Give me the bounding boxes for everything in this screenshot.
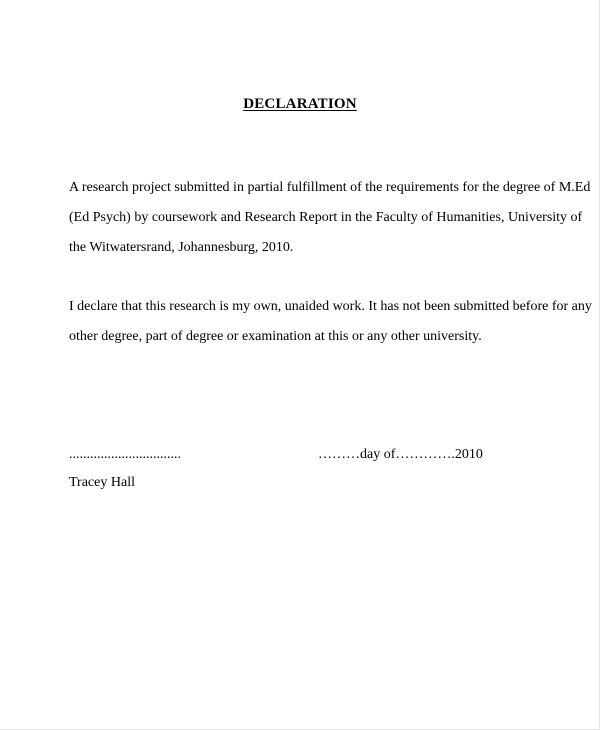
date-line: ………day of………….2010 (318, 447, 483, 462)
date-block (318, 441, 483, 469)
signature-block (69, 441, 181, 497)
document-title (0, 96, 600, 113)
paragraph-line: the Witwatersrand, Johannesburg, 2010. (69, 240, 294, 255)
paragraph-line: (Ed Psych) by coursework and Research Report in the Faculty of Humanities, University of (69, 210, 583, 225)
signature-line: ................................ (69, 447, 181, 462)
signatory-name: Tracey Hall (69, 475, 135, 490)
paragraph-line: A research project submitted in partial fulfillment of the requirements for the degree of M.Ed (69, 180, 591, 195)
paragraph-line: I declare that this research is my own, unaided work. It has not been submitted before for any (69, 299, 592, 314)
submission-paragraph (69, 173, 591, 263)
declaration-heading: DECLARATION (243, 96, 357, 112)
declaration-paragraph (69, 292, 592, 352)
paragraph-line: other degree, part of degree or examination at this or any other university. (69, 329, 482, 344)
